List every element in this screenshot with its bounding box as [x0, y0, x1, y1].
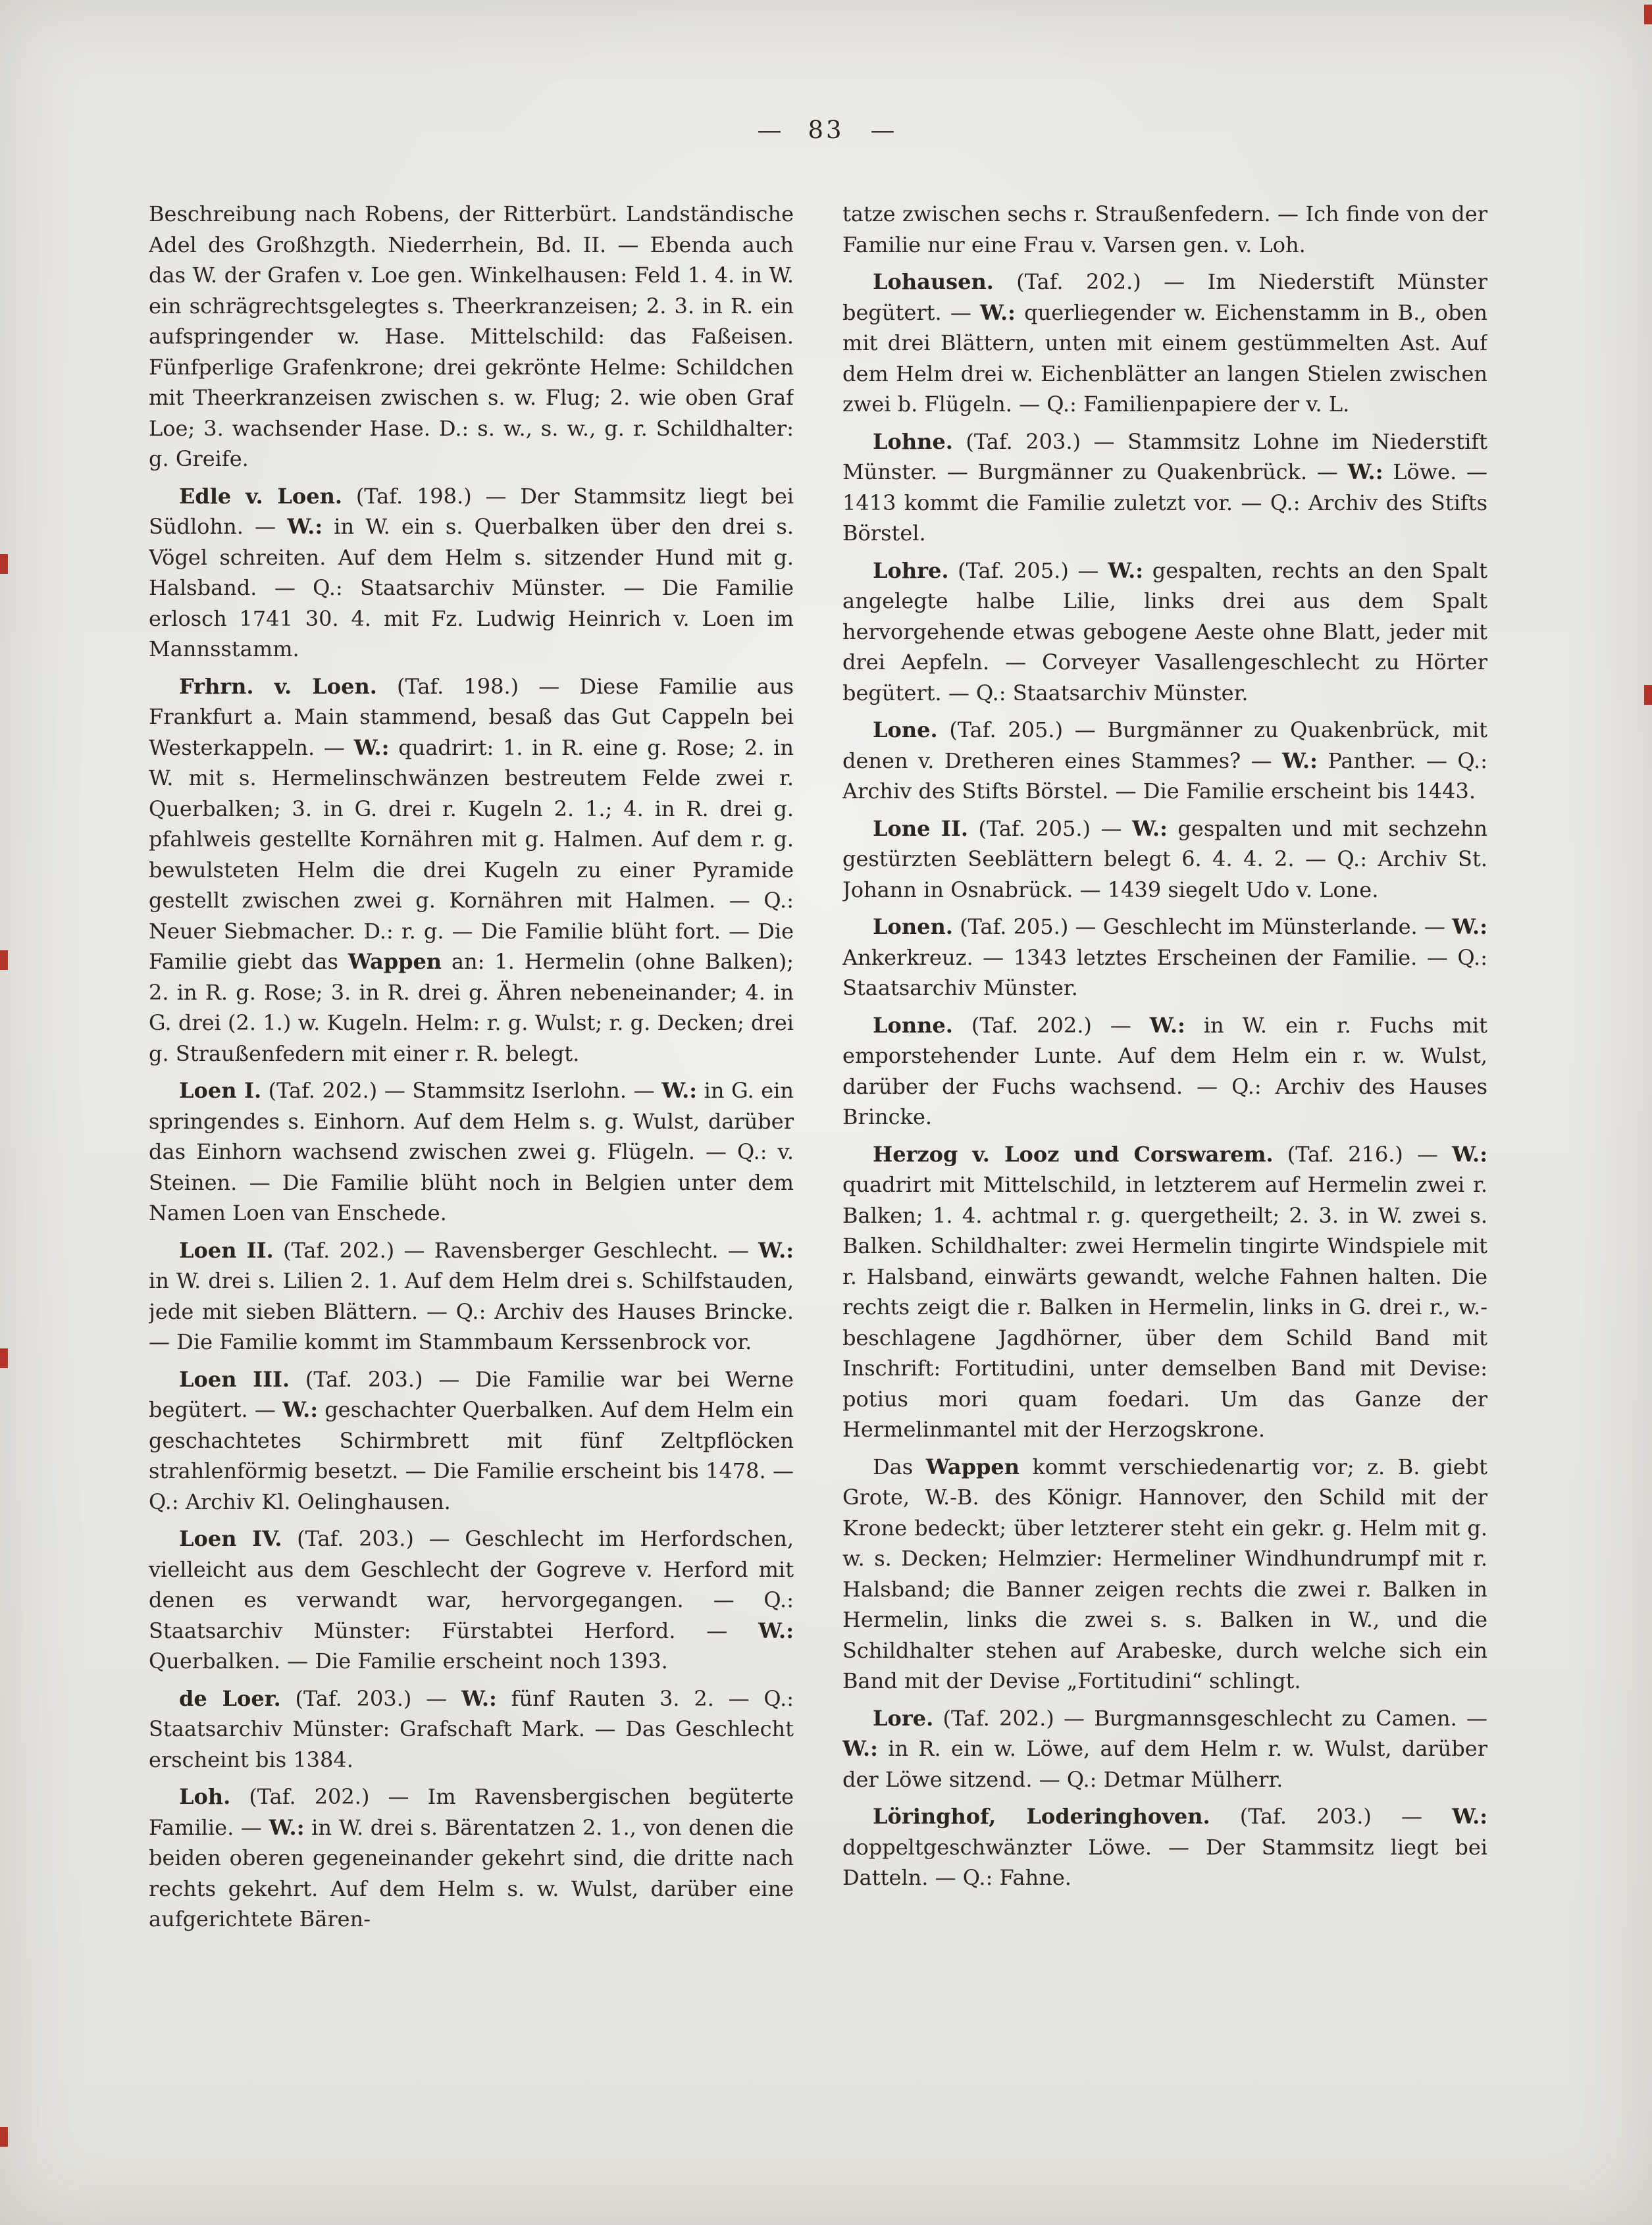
entry-paragraph [842, 715, 1487, 807]
entry-text: (Taf. 205.) — Geschlecht im Münsterlande. — [952, 914, 1453, 939]
entry-keyword: W.: [1282, 748, 1318, 773]
entry-paragraph [149, 1683, 794, 1776]
red-registration-mark [0, 2127, 8, 2147]
page-number: 83 [808, 116, 844, 144]
entry-text: (Taf. 203.) — Geschlecht im Herfordschen, vielleicht aus dem Geschlecht der Gogreve v. Herford mit denen es verwandt war, hervorgegangen. — Q.: Staatsarchiv Münster: Fürstabtei Herford. — [149, 1526, 794, 1643]
continuation-paragraph [149, 199, 794, 474]
entry-keyword: W.: [353, 734, 390, 760]
entry-keyword: W.: [1452, 1804, 1487, 1829]
entry-paragraph [842, 1801, 1487, 1893]
entry-name: Herzog v. Looz und Corswarem. [873, 1141, 1274, 1167]
entry-name: de Loer. [179, 1685, 281, 1711]
entry-text: in W. drei s. Bärentatzen 2. 1., von denen die beiden oberen gegeneinander gekehrt sind, die dritte nach rechts gekehrt. Auf dem Helm s. w. Wulst, darüber eine aufgerichtete Bären- [149, 1814, 794, 1931]
entry-text: in G. ein springendes s. Einhorn. Auf dem Helm s. g. Wulst, darüber das Einhorn wachsend zwischen zwei g. Flügeln. — Q.: v. Steinen. — Die Familie blüht noch in Belgien unter dem Namen Loen van Enschede. [149, 1078, 794, 1225]
entry-keyword: W.: [1108, 557, 1144, 583]
page-header [0, 117, 1652, 143]
left-column [149, 199, 794, 2183]
header-dash-right: — [870, 116, 895, 144]
entry-text: (Taf. 202.) — Im Ravensbergischen begüterte Familie. — [149, 1784, 794, 1840]
red-registration-mark [0, 554, 8, 574]
entry-text: tatze zwischen sechs r. Straußenfedern. — Ich finde von der Familie nur eine Frau v. Varsen gen. v. Loh. [842, 201, 1487, 257]
entry-text: doppeltgeschwänzter Löwe. — Der Stammsitz liegt bei Datteln. — Q.: Fahne. [842, 1834, 1487, 1890]
entry-paragraph [842, 911, 1487, 1004]
entry-paragraph [842, 1010, 1487, 1133]
entry-name: Lohne. [873, 428, 953, 454]
entry-text: Löwe. — 1413 kommt die Familie zuletzt vor. — Q.: Archiv des Stifts Börstel. [842, 459, 1487, 546]
entry-keyword: W.: [758, 1618, 794, 1643]
entry-keyword: W.: [1452, 914, 1487, 939]
entry-name: Loen II. [179, 1237, 274, 1263]
entry-text: (Taf. 205.) — Burgmänner zu Quakenbrück, mit denen v. Dretheren eines Stammes? — [842, 717, 1487, 773]
entry-text: (Taf. 198.) — Der Stammsitz liegt bei Südlohn. — [149, 483, 794, 539]
entry-keyword: W.: [758, 1237, 794, 1263]
entry-keyword: W.: [287, 514, 323, 539]
entry-keyword: Wappen [925, 1454, 1020, 1479]
continuation-paragraph [842, 199, 1487, 260]
entry-name: Loen I. [179, 1078, 262, 1103]
entry-paragraph [149, 671, 794, 1069]
entry-keyword: W.: [269, 1814, 305, 1840]
entry-keyword: W.: [1149, 1012, 1185, 1038]
entry-text: (Taf. 202.) — Stammsitz Iserlohn. — [261, 1078, 662, 1103]
entry-paragraph [842, 426, 1487, 549]
entry-paragraph [149, 1364, 794, 1518]
entry-text: fünf Rauten 3. 2. — Q.: Staatsarchiv Münster: Grafschaft Mark. — Das Geschlecht erscheint bis 1384. [149, 1685, 794, 1772]
entry-keyword: W.: [1347, 459, 1383, 484]
entry-text: (Taf. 205.) — [948, 557, 1108, 583]
entry-text: (Taf. 202.) — Ravensberger Geschlecht. — [273, 1237, 759, 1263]
entry-keyword: W.: [1132, 815, 1168, 841]
entry-name: Lohausen. [873, 269, 994, 294]
header-dash-left: — [757, 116, 782, 144]
entry-name: Lonne. [873, 1012, 953, 1038]
entry-text: (Taf. 203.) — Die Familie war bei Werne begütert. — [149, 1366, 794, 1422]
entry-text: Querbalken. — Die Familie erscheint noch 1393. [149, 1649, 668, 1674]
entry-name: Loh. [179, 1784, 231, 1809]
entry-text: an: 1. Hermelin (ohne Balken); 2. in R. g. Rose; 3. in R. drei g. Ähren nebeneinander; 4. in G. drei (2. 1.) w. Kugeln. Helm: r. g. Wulst; r. g. Decken; drei g. Straußenfedern mit einer r. R. belegt. [149, 949, 794, 1066]
entry-paragraph [842, 813, 1487, 906]
entry-name: Frhrn. v. Loen. [179, 673, 377, 699]
entry-keyword: W.: [461, 1685, 497, 1711]
entry-name: Edle v. Loen. [179, 483, 342, 509]
entry-text: geschachter Querbalken. Auf dem Helm ein geschachtetes Schirmbrett mit fünf Zeltpflöcken strahlenförmig besetzt. — Die Familie erscheint bis 1478. — Q.: Archiv Kl. Oelinghausen. [149, 1397, 794, 1514]
entry-text: (Taf. 216.) — [1273, 1141, 1453, 1167]
entry-paragraph [842, 1703, 1487, 1795]
entry-text: Das [873, 1454, 926, 1479]
entry-text: quadrirt mit Mittelschild, in letzterem auf Hermelin zwei r. Balken; 1. 4. achtmal r. g. quergetheilt; 2. 3. in W. zwei s. Balken. Schildhalter: zwei Hermelin tingirte Windspiele mit r. Halsband, einwärts gewandt, welche Fahnen halten. Die rechts zeigt die r. Balken in Hermelin, links in G. drei r., w.-beschlagene Jagdhörner, über dem Schild Band mit Inschrift: Fortitudini, unter demselben Band mit Devise: potius mori quam foedari. Um das Ganze der Hermelinmantel mit der Herzogskrone. [842, 1172, 1487, 1442]
entry-paragraph [842, 267, 1487, 420]
entry-text: in W. ein s. Querbalken über den drei s. Vögel schreiten. Auf dem Helm s. sitzender Hund mit g. Halsband. — Q.: Staatsarchiv Münster. — Die Familie erlosch 1741 30. 4. mit Fz. Ludwig Heinrich v. Loen im Mannsstamm. [149, 514, 794, 661]
entry-name: Lone II. [873, 815, 969, 841]
entry-text: (Taf. 202.) — Im Niederstift Münster begütert. — [842, 269, 1487, 325]
entry-keyword: W.: [980, 299, 1016, 325]
right-column [842, 199, 1487, 2183]
entry-paragraph [149, 481, 794, 665]
entry-keyword: W.: [1452, 1141, 1487, 1167]
entry-text: kommt verschiedenartig vor; z. B. giebt Grote, W.-B. des Königr. Hannover, den Schild mit der Krone bedeckt; über letzterer steht ein gekr. g. Helm mit g. w. s. Decken; Helmzier: Hermeliner Windhundrumpf mit r. Halsband; die Banner zeigen rechts die zwei r. Balken in Hermelin, links die zwei s. s. Balken in W., und die Schildhalter stehen auf Arabeske, durch welche sich ein Band mit der Devise „Fortitudini“ schlingt. [842, 1454, 1487, 1693]
entry-text: Ankerkreuz. — 1343 letztes Erscheinen der Familie. — Q.: Staatsarchiv Münster. [842, 944, 1487, 1000]
entry-paragraph [149, 1523, 794, 1677]
entry-text: querliegender w. Eichenstamm in B., oben mit drei Blättern, unten mit einem gestümmelten Ast. Auf dem Helm drei w. Eichenblätter an langen Stielen zwischen zwei b. Flügeln. — Q.: Familienpapiere der v. L. [842, 299, 1487, 417]
entry-paragraph [149, 1781, 794, 1935]
entry-text: (Taf. 203.) — [1210, 1804, 1453, 1829]
entry-text: (Taf. 202.) — Burgmannsgeschlecht zu Camen. — [933, 1705, 1487, 1731]
entry-text: (Taf. 203.) — Stammsitz Lohne im Niederstift Münster. — Burgmänner zu Quakenbrück. — [842, 428, 1487, 484]
red-registration-mark [1644, 685, 1652, 705]
entry-text: (Taf. 205.) — [968, 815, 1133, 841]
entry-name: Löringhof, Loderinghoven. [873, 1804, 1210, 1829]
entry-name: Lohre. [873, 557, 949, 583]
red-registration-mark [0, 1348, 8, 1368]
entry-text: in W. drei s. Lilien 2. 1. Auf dem Helm drei s. Schilfstauden, jede mit sieben Blättern. — Q.: Archiv des Hauses Brincke. — Die Familie kommt im Stammbaum Kerssenbrock vor. [149, 1268, 794, 1354]
entry-keyword: W.: [661, 1078, 698, 1103]
entry-text: (Taf. 203.) — [280, 1685, 461, 1711]
entry-text: Panther. — Q.: Archiv des Stifts Börstel. — Die Familie erscheint bis 1443. [842, 748, 1487, 804]
red-registration-mark [1644, 5, 1652, 24]
entry-name: Lone. [873, 717, 938, 742]
entry-name: Lore. [873, 1705, 934, 1731]
entry-paragraph [842, 1452, 1487, 1697]
entry-text: gespalten und mit sechzehn gestürzten Seeblättern belegt 6. 4. 4. 2. — Q.: Archiv St. Johann in Osnabrück. — 1439 siegelt Udo v. Lone. [842, 815, 1487, 902]
entry-keyword: Wappen [348, 949, 442, 974]
entry-text: quadrirt: 1. in R. eine g. Rose; 2. in W. mit s. Hermelinschwänzen bestreutem Felde zwei r. Querbalken; 3. in G. drei r. Kugeln 2. 1.; 4. in R. drei g. pfahlweis gestellte Kornähren mit g. Halmen. Auf dem r. g. bewulsteten Helm die drei Kugeln zu einer Pyramide gestellt zwischen zwei g. Kornähren mit Halmen. — Q.: Neuer Siebmacher. D.: r. g. — Die Familie blüht fort. — Die Familie giebt das [149, 734, 794, 974]
entry-text: Beschreibung nach Robens, der Ritterbürt. Landständische Adel des Großhzgth. Niederrhein, Bd. II. — Ebenda auch das W. der Grafen v. Loe gen. Winkelhausen: Feld 1. 4. in W. ein schrägrechtsgelegtes s. Theerkranzeisen; 2. 3. in R. ein aufspringender w. Hase. Mittelschild: das Faßeisen. Fünfperlige Grafenkrone; drei gekrönte Helme: Schildchen mit Theerkranzeisen zwischen s. w. Flug; 2. wie oben Graf Loe; 3. wachsender Hase. D.: s. w., s. w., g. r. Schildhalter: g. Greife. [149, 201, 794, 471]
entry-keyword: W.: [282, 1397, 319, 1422]
entry-paragraph [842, 1139, 1487, 1445]
entry-keyword: W.: [842, 1736, 878, 1761]
red-registration-mark [0, 950, 8, 970]
entry-name: Loen IV. [179, 1526, 282, 1551]
entry-text: (Taf. 202.) — [952, 1012, 1150, 1038]
entry-name: Loen III. [179, 1366, 290, 1392]
entry-text: (Taf. 198.) — Diese Familie aus Frankfurt a. Main stammend, besaß das Gut Cappeln bei Westerkappeln. — [149, 673, 794, 760]
text-block [149, 199, 1488, 2183]
entry-paragraph [842, 555, 1487, 709]
entry-name: Lonen. [873, 914, 953, 939]
entry-text: gespalten, rechts an den Spalt angelegte halbe Lilie, links drei aus dem Spalt hervorgehende etwas gebogene Aeste ohne Blatt, jeder mit drei Aepfeln. — Corveyer Vasallengeschlecht zu Hörter begütert. — Q.: Staatsarchiv Münster. [842, 557, 1487, 705]
entry-paragraph [149, 1235, 794, 1358]
entry-paragraph [149, 1075, 794, 1229]
entry-text: in W. ein r. Fuchs mit emporstehender Lunte. Auf dem Helm ein r. w. Wulst, darüber der Fuchs wachsend. — Q.: Archiv des Hauses Brincke. [842, 1012, 1487, 1129]
entry-text: in R. ein w. Löwe, auf dem Helm r. w. Wulst, darüber der Löwe sitzend. — Q.: Detmar Mülherr. [842, 1736, 1487, 1792]
